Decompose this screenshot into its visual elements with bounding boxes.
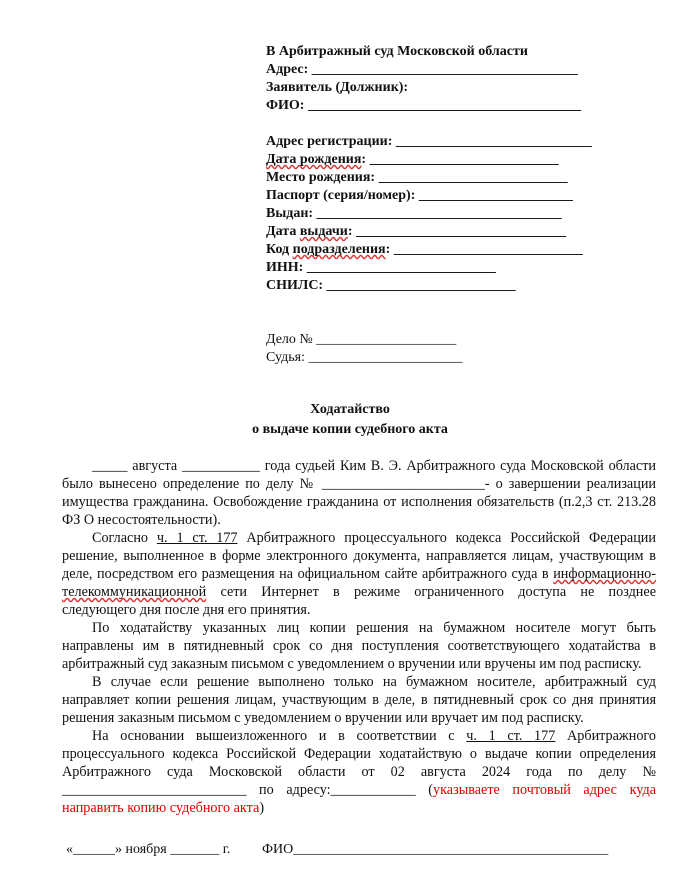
birth-place-field: Место рождения: ___________________________ <box>266 170 568 185</box>
body-text: ) <box>259 800 265 816</box>
body-text: Согласно <box>92 530 157 546</box>
body-line: решения заказным письмом с уведомлением о вручении или вручает им под расписку. <box>62 710 584 726</box>
document-title: Ходатайство <box>310 402 390 417</box>
body-line: _____ августа ___________ года судьей Ким В. Э. Арбитражного суда Московской области <box>92 458 656 474</box>
reg-address-field: Адрес регистрации: ____________________________ <box>266 134 592 149</box>
body-line: направлены им в пятидневный срок со дня поступления соответствующего ходатайства в <box>62 638 656 654</box>
snils-field: СНИЛС: ___________________________ <box>266 278 516 293</box>
body-line: Арбитражного суда Московской области от 02 августа 2024 года по делу № <box>62 764 656 780</box>
court-name: В Арбитражный суд Московской области <box>266 44 528 59</box>
passport-field: Паспорт (серия/номер): ______________________ <box>266 188 573 203</box>
division-pre: Код <box>266 242 293 257</box>
fio-field: ФИО: _______________________________________ <box>266 98 581 113</box>
body-line <box>92 728 656 745</box>
signature-date: «______» ноября _______ г. <box>66 842 231 857</box>
court-address-field: Адрес: ______________________________________ <box>266 62 578 77</box>
body-text: деле, посредством его размещения на официальном сайте арбитражного суда в <box>62 566 554 582</box>
body-line <box>62 584 656 601</box>
address-hint: направить копию судебного акта <box>62 800 260 816</box>
address-hint: указываете почтовый адрес куда <box>433 782 656 798</box>
issue-date-pre: Дата <box>266 224 300 239</box>
body-text: Арбитражного процессуального кодекса Российской Федерации <box>237 530 656 546</box>
document-subtitle: о выдаче копии судебного акта <box>252 422 448 437</box>
case-number-field: Дело № ____________________ <box>266 332 457 347</box>
body-line: ФЗ О несостоятельности). <box>62 512 221 528</box>
body-text: На основании вышеизложенного и в соответствии с <box>92 728 467 744</box>
law-reference-link[interactable]: ч. 1 ст. 177 <box>156 530 238 546</box>
body-line <box>62 800 656 817</box>
spellcheck-word: телекоммуникационной <box>62 584 207 600</box>
body-text: __________________________ по адресу:____________ ( <box>62 782 434 798</box>
body-line <box>92 530 656 547</box>
body-text: Арбитражного <box>555 728 656 744</box>
birth-date-line: : ___________________________ <box>361 152 559 167</box>
birth-date-field <box>266 152 559 168</box>
body-text: сети Интернет в режиме ограниченного доступа не позднее <box>206 584 656 600</box>
body-line <box>62 782 656 799</box>
body-line: направляет копии решения лицам, участвующим в деле, в пятидневный срок со дня принятия <box>62 692 656 708</box>
body-line: следующего дня после дня его принятия. <box>62 602 311 618</box>
inn-field: ИНН: ___________________________ <box>266 260 496 275</box>
law-reference-link[interactable]: ч. 1 ст. 177 <box>466 728 556 744</box>
division-code-field <box>266 242 583 258</box>
issued-by-field: Выдан: ___________________________________ <box>266 206 562 221</box>
judge-field: Судья: ______________________ <box>266 350 463 365</box>
issue-date-field <box>266 224 566 240</box>
body-line: процессуального кодекса Российской Федерации ходатайствую о выдаче копии определения <box>62 746 656 762</box>
body-line: решение, выполненное в форме электронного документа, направляется лицам, участвующим в <box>62 548 656 564</box>
body-line <box>62 566 656 583</box>
body-line: арбитражный суд заказным письмом с уведомлением о вручении или вручены им под расписку. <box>62 656 642 672</box>
spellcheck-word: информационно- <box>553 566 656 582</box>
issue-date-word: выдачи <box>299 224 348 239</box>
division-word: подразделения <box>292 242 386 257</box>
applicant-heading: Заявитель (Должник): <box>266 80 409 95</box>
signature-fio: ФИО_____________________________________________ <box>262 842 609 857</box>
issue-date-line: : ______________________________ <box>347 224 566 239</box>
body-line: было вынесено определение по делу № _______________________- о завершении реализации <box>62 476 656 492</box>
body-line: По ходатайству указанных лиц копии решения на бумажном носителе могут быть <box>92 620 656 636</box>
body-line: В случае если решение выполнено только на бумажном носителе, арбитражный суд <box>92 674 656 690</box>
birth-date-label: Дата рождения <box>266 152 362 167</box>
body-line: имущества гражданина. Освобождение гражданина от исполнения обязательств (п.2,3 ст. 213.28 <box>62 494 656 510</box>
division-line: : ___________________________ <box>385 242 583 257</box>
